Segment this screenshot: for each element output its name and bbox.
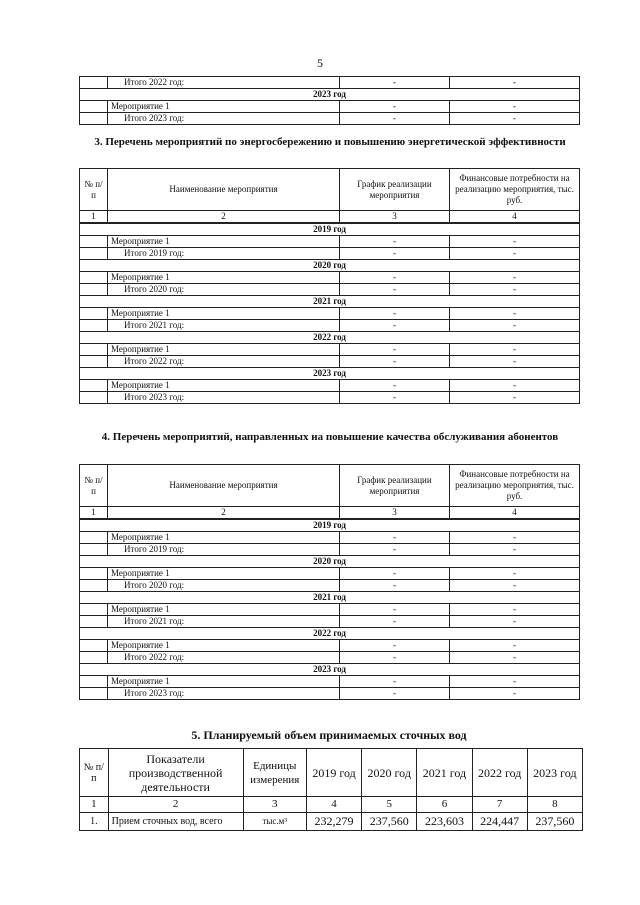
schedule-cell: - xyxy=(340,604,450,616)
table-row xyxy=(80,380,580,392)
header-schedule: График реализации мероприятия xyxy=(340,169,450,211)
row-num: 1. xyxy=(80,813,109,831)
total-label: Итого 2022 год: xyxy=(108,356,340,368)
col-num: 6 xyxy=(417,797,472,813)
value-2023: 237,560 xyxy=(527,813,582,831)
finance-cell: - xyxy=(450,380,580,392)
schedule-cell: - xyxy=(340,236,450,248)
column-number-row xyxy=(80,211,580,223)
year-label: 2019 год xyxy=(80,520,580,532)
finance-cell: - xyxy=(450,544,580,556)
finance-cell: - xyxy=(450,320,580,332)
header-num: № п/п xyxy=(80,169,108,211)
table-row xyxy=(80,236,580,248)
item-label: Мероприятие 1 xyxy=(108,308,340,320)
section4-body xyxy=(79,519,580,700)
item-label: Мероприятие 1 xyxy=(108,676,340,688)
num-cell xyxy=(80,688,108,700)
item-label: Мероприятие 1 xyxy=(108,532,340,544)
table-row xyxy=(80,320,580,332)
schedule-cell: - xyxy=(340,532,450,544)
value-2022: 224,447 xyxy=(472,813,527,831)
table-row xyxy=(80,113,580,125)
num-cell xyxy=(80,248,108,260)
schedule-cell: - xyxy=(340,652,450,664)
schedule-cell: - xyxy=(340,77,450,89)
header-year: 2022 год xyxy=(472,749,527,797)
schedule-cell: - xyxy=(340,640,450,652)
finance-cell: - xyxy=(450,272,580,284)
year-label: 2023 год xyxy=(80,368,580,380)
finance-cell: - xyxy=(450,688,580,700)
finance-cell: - xyxy=(450,568,580,580)
year-row xyxy=(80,296,580,308)
col-num: 3 xyxy=(243,797,306,813)
item-label: Мероприятие 1 xyxy=(108,101,340,113)
total-label: Итого 2021 год: xyxy=(108,616,340,628)
schedule-cell: - xyxy=(340,380,450,392)
schedule-cell: - xyxy=(340,544,450,556)
item-label: Мероприятие 1 xyxy=(108,236,340,248)
col-num: 4 xyxy=(306,797,361,813)
table-row xyxy=(80,568,580,580)
year-label: 2020 год xyxy=(80,260,580,272)
finance-cell: - xyxy=(450,101,580,113)
year-label: 2023 год xyxy=(80,664,580,676)
year-row xyxy=(80,592,580,604)
section3-body xyxy=(79,223,580,404)
table-row xyxy=(80,248,580,260)
num-cell xyxy=(80,308,108,320)
header-year: 2023 год xyxy=(527,749,582,797)
section3-title: 3. Перечень мероприятий по энергосбережению и повышению энергетической эффективности xyxy=(94,136,566,148)
table-row xyxy=(80,580,580,592)
section5-title: 5. Планируемый объем принимаемых сточных вод xyxy=(191,728,467,742)
num-cell xyxy=(80,652,108,664)
value-2019: 232,279 xyxy=(306,813,361,831)
schedule-cell: - xyxy=(340,356,450,368)
finance-cell: - xyxy=(450,113,580,125)
table-row xyxy=(80,308,580,320)
num-cell xyxy=(80,568,108,580)
item-label: Мероприятие 1 xyxy=(108,568,340,580)
finance-cell: - xyxy=(450,652,580,664)
page-number: 5 xyxy=(317,56,323,70)
section4-title: 4. Перечень мероприятий, направленных на повышение качества обслуживания абонентов xyxy=(101,431,559,443)
header-year: 2020 год xyxy=(362,749,417,797)
table-row xyxy=(80,652,580,664)
num-cell xyxy=(80,604,108,616)
top-fragment-table xyxy=(79,76,579,125)
schedule-cell: - xyxy=(340,616,450,628)
section3-table xyxy=(79,168,579,404)
table-row xyxy=(80,676,580,688)
table-row xyxy=(80,284,580,296)
table-row xyxy=(80,544,580,556)
schedule-cell: - xyxy=(340,284,450,296)
value-2020: 237,560 xyxy=(362,813,417,831)
finance-cell: - xyxy=(450,356,580,368)
year-row xyxy=(80,664,580,676)
schedule-cell: - xyxy=(340,113,450,125)
num-cell xyxy=(80,320,108,332)
schedule-cell: - xyxy=(340,272,450,284)
schedule-cell: - xyxy=(340,320,450,332)
finance-cell: - xyxy=(450,676,580,688)
total-label: Итого 2022 год: xyxy=(108,652,340,664)
year-row xyxy=(80,368,580,380)
item-label: Мероприятие 1 xyxy=(108,640,340,652)
finance-cell: - xyxy=(450,284,580,296)
header-unit: Единицы измерения xyxy=(243,749,306,797)
year-label: 2022 год xyxy=(80,332,580,344)
col-num: 5 xyxy=(362,797,417,813)
table-row xyxy=(80,640,580,652)
year-row xyxy=(80,224,580,236)
row-unit: тыс.м³ xyxy=(243,813,306,831)
header-schedule: График реализации мероприятия xyxy=(340,465,450,507)
total-label: Итого 2023 год: xyxy=(108,688,340,700)
finance-cell: - xyxy=(450,616,580,628)
year-row xyxy=(80,556,580,568)
year-label: 2019 год xyxy=(80,224,580,236)
finance-cell: - xyxy=(450,640,580,652)
column-number-row xyxy=(80,797,583,813)
table-row xyxy=(80,604,580,616)
num-cell xyxy=(80,532,108,544)
schedule-cell: - xyxy=(340,344,450,356)
table-row xyxy=(80,356,580,368)
finance-cell: - xyxy=(450,580,580,592)
year-label: 2021 год xyxy=(80,296,580,308)
year-row xyxy=(80,332,580,344)
schedule-cell: - xyxy=(340,101,450,113)
schedule-cell: - xyxy=(340,568,450,580)
finance-cell: - xyxy=(450,604,580,616)
col-num: 1 xyxy=(80,211,108,223)
table-row xyxy=(80,392,580,404)
total-label: Итого 2020 год: xyxy=(108,580,340,592)
total-label: Итого 2019 год: xyxy=(108,544,340,556)
header-name: Наименование мероприятия xyxy=(108,169,340,211)
schedule-cell: - xyxy=(340,688,450,700)
header-name: Наименование мероприятия xyxy=(108,465,340,507)
header-num: № п/п xyxy=(80,749,109,797)
schedule-cell: - xyxy=(340,676,450,688)
header-finance: Финансовые потребности на реализацию мероприятия, тыс. руб. xyxy=(450,465,580,507)
table-row xyxy=(80,101,580,113)
header-row xyxy=(80,749,583,797)
item-label: Мероприятие 1 xyxy=(108,344,340,356)
finance-cell: - xyxy=(450,344,580,356)
table-row xyxy=(80,616,580,628)
num-cell xyxy=(80,236,108,248)
table-row xyxy=(80,344,580,356)
num-cell xyxy=(80,616,108,628)
section4-table xyxy=(79,464,579,700)
num-cell xyxy=(80,356,108,368)
table-row xyxy=(80,272,580,284)
year-label: 2023 год xyxy=(80,89,580,101)
finance-cell: - xyxy=(450,248,580,260)
item-label: Мероприятие 1 xyxy=(108,604,340,616)
num-cell xyxy=(80,544,108,556)
num-cell xyxy=(80,392,108,404)
section5-table xyxy=(79,748,583,831)
schedule-cell: - xyxy=(340,248,450,260)
header-finance: Финансовые потребности на реализацию мероприятия, тыс. руб. xyxy=(450,169,580,211)
finance-cell: - xyxy=(450,532,580,544)
finance-cell: - xyxy=(450,77,580,89)
header-row xyxy=(80,465,580,507)
item-label: Мероприятие 1 xyxy=(108,272,340,284)
col-num: 1 xyxy=(80,507,108,519)
num-cell xyxy=(80,676,108,688)
year-row xyxy=(80,520,580,532)
table-row xyxy=(80,77,580,89)
table-row xyxy=(80,532,580,544)
year-label: 2022 год xyxy=(80,628,580,640)
year-row xyxy=(80,89,580,101)
finance-cell: - xyxy=(450,392,580,404)
year-row xyxy=(80,628,580,640)
total-label: Итого 2023 год: xyxy=(108,392,340,404)
col-num: 3 xyxy=(340,507,450,519)
total-label: Итого 2023 год: xyxy=(108,113,340,125)
year-label: 2020 год xyxy=(80,556,580,568)
header-num: № п/п xyxy=(80,465,108,507)
year-row xyxy=(80,260,580,272)
schedule-cell: - xyxy=(340,308,450,320)
column-number-row xyxy=(80,507,580,519)
table-row xyxy=(80,688,580,700)
header-year: 2021 год xyxy=(417,749,472,797)
col-num: 8 xyxy=(527,797,582,813)
num-cell xyxy=(80,344,108,356)
num-cell xyxy=(80,640,108,652)
col-num: 2 xyxy=(108,507,340,519)
col-num: 1 xyxy=(80,797,109,813)
finance-cell: - xyxy=(450,308,580,320)
total-label: Итого 2021 год: xyxy=(108,320,340,332)
col-num: 3 xyxy=(340,211,450,223)
header-row xyxy=(80,169,580,211)
total-label: Итого 2019 год: xyxy=(108,248,340,260)
row-label: Прием сточных вод, всего xyxy=(108,813,243,831)
header-indicator: Показатели производственной деятельности xyxy=(108,749,243,797)
schedule-cell: - xyxy=(340,392,450,404)
header-year: 2019 год xyxy=(306,749,361,797)
col-num: 4 xyxy=(450,507,580,519)
finance-cell: - xyxy=(450,236,580,248)
total-label: Итого 2020 год: xyxy=(108,284,340,296)
col-num: 4 xyxy=(450,211,580,223)
num-cell xyxy=(80,284,108,296)
num-cell xyxy=(80,580,108,592)
schedule-cell: - xyxy=(340,580,450,592)
col-num: 7 xyxy=(472,797,527,813)
table-row xyxy=(80,813,583,831)
value-2021: 223,603 xyxy=(417,813,472,831)
total-label: Итого 2022 год: xyxy=(108,77,340,89)
num-cell xyxy=(80,380,108,392)
num-cell xyxy=(80,272,108,284)
item-label: Мероприятие 1 xyxy=(108,380,340,392)
col-num: 2 xyxy=(108,797,243,813)
col-num: 2 xyxy=(108,211,340,223)
year-label: 2021 год xyxy=(80,592,580,604)
